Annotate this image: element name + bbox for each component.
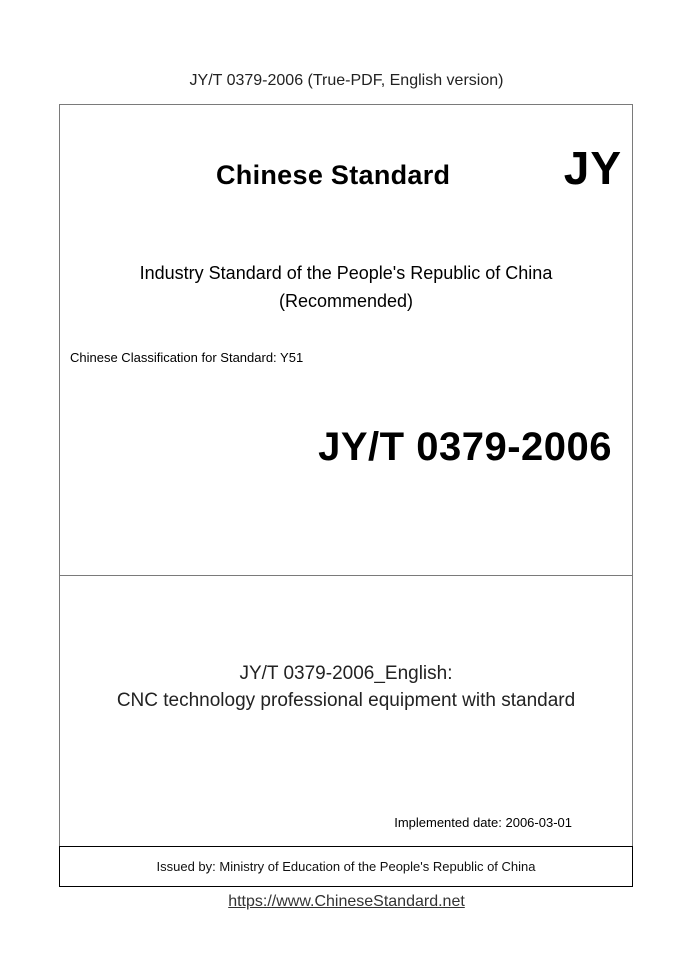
standard-number: JY/T 0379-2006	[318, 425, 612, 469]
issued-by-text: Issued by: Ministry of Education of the People's Republic of China	[156, 859, 536, 874]
document-title-line-1: JY/T 0379-2006_English:	[239, 663, 453, 684]
subtitle-line-2: (Recommended)	[278, 291, 414, 311]
document-title	[60, 660, 632, 714]
document-title-line-2: CNC technology professional equipment with standard	[116, 690, 576, 711]
implemented-date: Implemented date: 2006-03-01	[394, 815, 572, 830]
website-link[interactable]: https://www.ChineseStandard.net	[228, 893, 465, 910]
subtitle-line-1: Industry Standard of the People's Republic of China	[139, 263, 553, 283]
cover-heading: Chinese Standard	[216, 160, 451, 190]
cover-subtitle	[60, 259, 632, 315]
page-header: JY/T 0379-2006 (True-PDF, English version)	[189, 72, 504, 89]
issued-by-box	[59, 846, 633, 887]
classification-text: Chinese Classification for Standard: Y51	[70, 350, 304, 365]
cover-frame	[59, 104, 633, 887]
section-divider	[60, 575, 632, 576]
standard-code-logo: JY	[563, 142, 622, 194]
